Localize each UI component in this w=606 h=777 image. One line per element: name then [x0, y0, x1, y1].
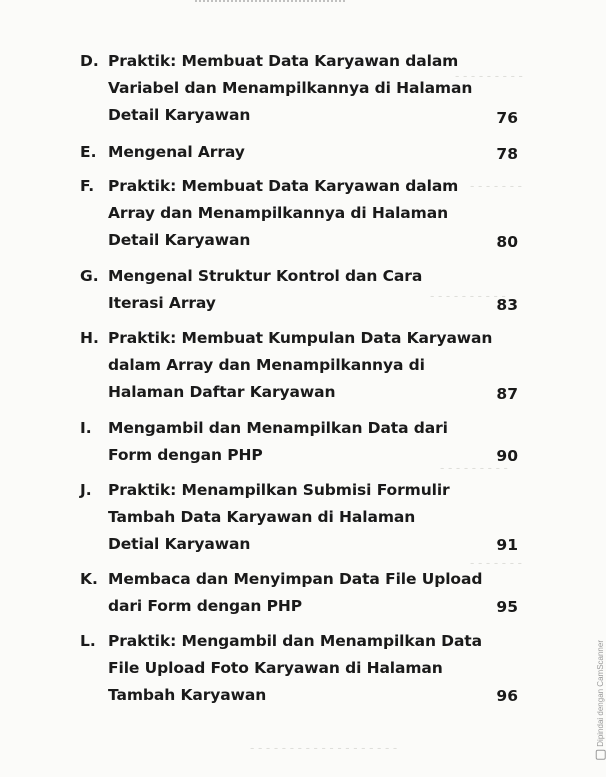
entry-letter: D. [80, 52, 99, 70]
entry-title-line: Halaman Daftar Karyawan [108, 383, 336, 401]
entry-letter: G. [80, 267, 99, 285]
entry-title-line: Praktik: Membuat Data Karyawan dalam [108, 52, 459, 70]
entry-title-line: Mengenal Struktur Kontrol dan Cara [108, 267, 423, 285]
entry-title-line: Iterasi Array [108, 294, 216, 312]
entry-letter: K. [80, 570, 98, 588]
entry-title-line: Detail Karyawan [108, 106, 251, 124]
entry-page-number: 87 [496, 385, 518, 403]
entry-title-line: dari Form dengan PHP [108, 597, 303, 615]
entry-page-number: 95 [496, 598, 518, 616]
camscanner-watermark [596, 640, 606, 760]
entry-page-number: 76 [496, 109, 518, 127]
entry-title-line: Detail Karyawan [108, 231, 251, 249]
entry-title-line: Praktik: Membuat Kumpulan Data Karyawan [108, 329, 493, 347]
entry-letter: I. [80, 419, 92, 437]
entry-title-line: Form dengan PHP [108, 446, 263, 464]
entry-title-line: Array dan Menampilkannya di Halaman [108, 204, 449, 222]
entry-title-line: Detial Karyawan [108, 535, 251, 553]
entry-title-line: Tambah Data Karyawan di Halaman [108, 508, 416, 526]
entry-page-number: 80 [496, 233, 518, 251]
entry-title-line: File Upload Foto Karyawan di Halaman [108, 659, 443, 677]
toc-page: - - - - - - - - - - - - - - - - - - - - - - - - - - - - - - - - - - - - - - - - - - - - - - - - - - - - - - - - - - - - - D. Praktik: Membuat Data Karyawan dalam Variabel dan Menampilkannya di Halaman Detail Karyawan 76 E. Mengenal Array 78 F. Praktik: Membuat Data Karyawan dalam Array dan Menampilkannya di Halaman Detail Karyawan 80 G. Mengenal Struktur Kontrol dan Cara Iterasi Array 83 H. Praktik: Membuat Kumpulan Data Karyawan dalam Array dan Menampilkannya di Halaman Daftar Karyawan 87 I. Mengambil dan Menampilkan Data dari Form dengan PHP 90 J. Praktik: Menampilkan Submisi Formulir Tambah Data Karyawan di Halaman Detial Karyawan 91 K. Membaca dan Menyimpan Data File Upload dari Form dengan PHP 95 L. Praktik: Mengambil dan Menampilkan Data File Upload Foto Karyawan di Halaman Tambah Karyawan 96 Dipindai dengan CamScanner [0, 0, 600, 777]
camscanner-icon [596, 750, 606, 760]
entry-title-line: dalam Array dan Menampilkannya di [108, 356, 425, 374]
watermark-text: Dipindai dengan CamScanner [596, 640, 606, 747]
entry-title-line: Mengenal Array [108, 143, 245, 161]
entry-letter: E. [80, 143, 97, 161]
entry-title-line: Praktik: Mengambil dan Menampilkan Data [108, 632, 482, 650]
entry-page-number: 83 [496, 296, 518, 314]
entry-page-number: 96 [496, 687, 518, 705]
entry-letter: H. [80, 329, 99, 347]
entry-title-line: Membaca dan Menyimpan Data File Upload [108, 570, 483, 588]
scan-artifact [195, 0, 345, 8]
entry-title-line: Praktik: Menampilkan Submisi Formulir [108, 481, 450, 499]
entry-page-number: 90 [496, 447, 518, 465]
entry-title-line: Mengambil dan Menampilkan Data dari [108, 419, 448, 437]
entry-page-number: 78 [496, 145, 518, 163]
entry-letter: L. [80, 632, 96, 650]
entry-letter: J. [80, 481, 92, 499]
entry-title-line: Praktik: Membuat Data Karyawan dalam [108, 177, 459, 195]
entry-title-line: Tambah Karyawan [108, 686, 267, 704]
entry-letter: F. [80, 177, 95, 195]
entry-title-line: Variabel dan Menampilkannya di Halaman [108, 79, 473, 97]
entry-page-number: 91 [496, 536, 518, 554]
